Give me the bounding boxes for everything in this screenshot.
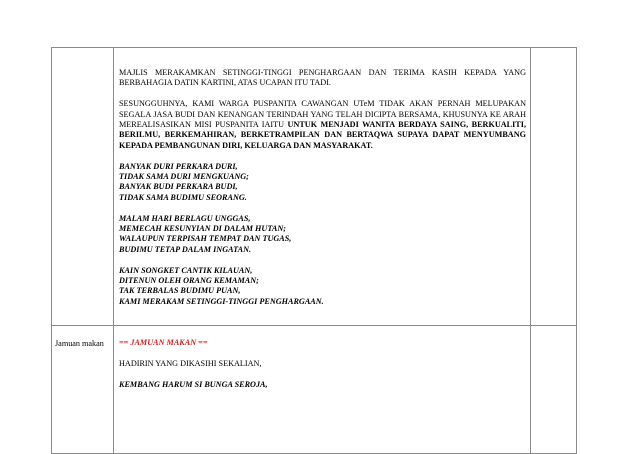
pantun-line: KAIN SONGKET CANTIK KILAUAN,: [119, 265, 253, 275]
row-label: Jamuan makan: [55, 339, 104, 348]
table-row: [52, 326, 577, 454]
pantun-line: DITENUN OLEH ORANG KEMAMAN;: [119, 276, 259, 286]
script-table: [51, 47, 577, 454]
pantun-line: WALAUPUN TERPISAH TEMPAT DAN TUGAS,: [119, 234, 292, 244]
section-heading: == JAMUAN MAKAN ==: [119, 338, 208, 347]
pantun-1: [119, 162, 526, 204]
pantun-line: BANYAK BUDI PERKARA BUDI,: [119, 182, 238, 192]
row-label-cell: [52, 326, 114, 454]
mission-bold-text: UNTUK MENJADI WANITA BERDAYA SAING, BERKUALITI, BERILMU, BERKEMAHIRAN, BERKETRAMPILAN DAN BERTAQWA SUPAYA DAPAT MENYUMBANG KEPADA PEMBANGUNAN DIRI, KELUARGA DAN MASYARAKAT.: [119, 120, 526, 150]
pantun-2: [119, 214, 526, 256]
table-row: [52, 48, 577, 326]
row-content-cell: [114, 326, 531, 454]
thanks-paragraph: MAJLIS MERAKAMKAN SETINGGI-TINGGI PENGHARGAAN DAN TERIMA KASIH KEPADA YANG BERBAHAGIA DATIN KARTINI, ATAS UCAPAN ITU TADI.: [119, 68, 526, 88]
pantun-line: KAMI MERAKAM SETINGGI-TINGGI PENGHARGAAN.: [119, 296, 324, 306]
row-label-cell: [52, 48, 114, 326]
pantun-line: MEMECAH KESUNYIAN DI DALAM HUTAN;: [119, 224, 286, 234]
mission-text: SESUNGGUHNYA, KAMI WARGA PUSPANITA CAWANGAN UTeM TIDAK AKAN PERNAH MELUPAKAN SEGALA JASA BUDI DAN KENANGAN TERINDAH YANG TELAH DICIPTA BERSAMA, KHUSUNYA KE ARAH MEREALISASIKAN MISI PUSPANITA IAITU: [119, 99, 526, 130]
row-label: [52, 48, 113, 61]
pantun-line: TAK TERBALAS BUDIMU PUAN,: [119, 286, 241, 296]
pantun-line: TIDAK SAMA DURI MENGKUANG;: [119, 172, 249, 182]
pantun-line: MALAM HARI BERLAGU UNGGAS,: [119, 213, 251, 223]
mission-paragraph: [119, 99, 526, 151]
row-extra-cell: [531, 326, 577, 454]
pantun-3: [119, 266, 526, 308]
greeting-paragraph: HADIRIN YANG DIKASIHI SEKALIAN,: [119, 358, 262, 368]
row-extra-cell: [531, 48, 577, 326]
pantun-opening-line: KEMBANG HARUM SI BUNGA SEROJA,: [119, 379, 268, 389]
row-content-cell: [114, 48, 531, 326]
pantun-line: BANYAK DURI PERKARA DURI,: [119, 161, 238, 171]
pantun-line: BUDIMU TETAP DALAM INGATAN.: [119, 244, 252, 254]
pantun-line: TIDAK SAMA BUDIMU SEORANG.: [119, 192, 247, 202]
